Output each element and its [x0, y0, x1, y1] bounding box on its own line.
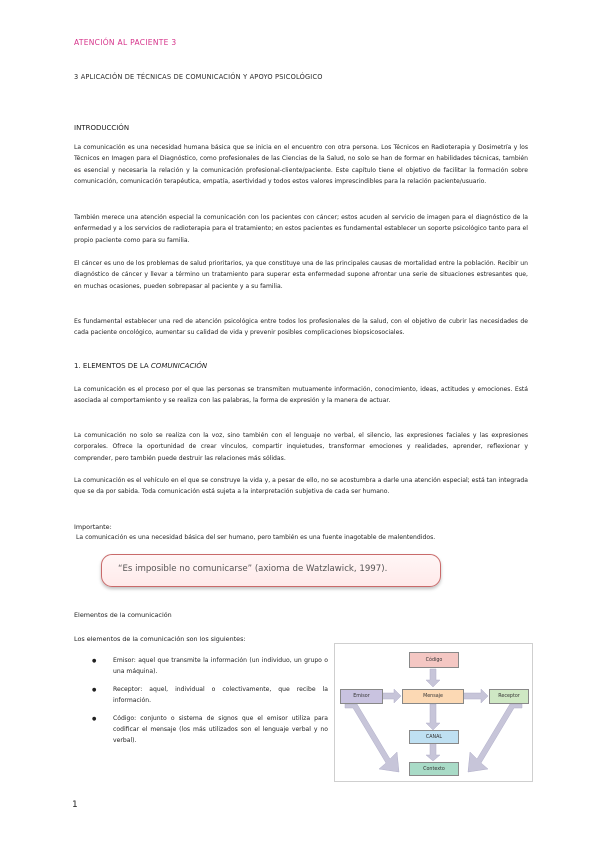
arrow-mensaje-to-receptor — [463, 689, 488, 703]
list-item-emisor: ● Emisor: aquel que transmite la información (un individuo, un grupo o una máquina). — [92, 656, 328, 677]
arrow-canal-to-contexto — [426, 743, 440, 761]
arrow-receptor-to-contexto — [468, 704, 522, 772]
section-title: 3 APLICACIÓN DE TÉCNICAS DE COMUNICACIÓN Y APOYO PSICOLÓGICO — [74, 73, 323, 81]
communication-diagram — [334, 643, 533, 782]
important-text: La comunicación es una necesidad básica del ser humano, pero también es una fuente inagotable de malentendidos. — [76, 534, 436, 541]
intro-paragraph-4: Es fundamental establecer una red de atención psicológica entre todos los profesionales de la salud, con el objetivo de cubrir las necesidades de cada paciente oncológico, aumentar su calidad de vida y prevenir posibles complicaciones biopsicosociales. — [74, 318, 528, 337]
intro-paragraph-2: También merece una atención especial la comunicación con los pacientes con cáncer; estos acuden al servicio de imagen para el diagnóstico de la enfermedad y a los servicios de radioterapia para el tratamiento; en estos pacientes es fundamental establecer un soporte psicológico tanto para el propio paciente como para su familia. — [74, 214, 528, 244]
quote-text: “Es imposible no comunicarse” (axioma de Watzlawick, 1997). — [118, 564, 388, 574]
node-codigo: Código — [409, 652, 459, 668]
arrow-emisor-to-contexto — [345, 704, 399, 772]
elements-paragraph-2: La comunicación no solo se realiza con la voz, sino también con el lenguaje no verbal, el silencio, las expresiones faciales y las expresiones corporales. Ofrece la oportunidad de crear vínculos, compartir inquietudes, transformar emociones y realidades, aprender, reflexionar y comprender, pero también puede destruir las relaciones más sólidas. — [74, 432, 528, 462]
elements-subheading: Elementos de la comunicación — [74, 611, 172, 619]
arrow-emisor-to-mensaje — [382, 689, 401, 703]
node-emisor: Emisor — [340, 689, 383, 704]
elements-list — [92, 656, 328, 754]
node-receptor: Receptor — [489, 689, 529, 704]
important-label: Importante: — [74, 523, 112, 531]
elements-heading-emphasis: COMUNICACIÓN — [150, 362, 208, 370]
elements-heading — [74, 362, 207, 370]
list-item-receptor: ● Receptor: aquel, individual o colectivamente, que recibe la información. — [92, 685, 328, 706]
list-intro: Los elementos de la comunicación son los siguientes: — [74, 635, 246, 643]
quote-box — [101, 554, 441, 587]
node-mensaje: Mensaje — [402, 689, 464, 704]
node-contexto: Contexto — [409, 762, 459, 776]
page-number: 1 — [72, 800, 78, 810]
intro-paragraph-3: El cáncer es uno de los problemas de salud prioritarios, ya que constituye una de las principales causas de mortalidad entre la población. Recibir un diagnóstico de cáncer y llevar a término un tratamiento para superar esta enfermedad supone afrontar una serie de situaciones estresantes que, en muchas ocasiones, pueden sobrepasar al paciente y a su familia. — [74, 260, 528, 290]
elements-paragraph-1: La comunicación es el proceso por el que las personas se transmiten mutuamente información, conocimiento, ideas, actitudes y emociones. Está asociada al comportamiento y se realiza con las palabras, la forma de expresión y la manera de actuar. — [74, 386, 528, 405]
arrow-codigo-to-mensaje — [426, 669, 440, 687]
intro-heading: INTRODUCCIÓN — [74, 124, 130, 132]
running-header: ATENCIÓN AL PACIENTE 3 — [74, 38, 177, 47]
intro-paragraph-1: La comunicación es una necesidad humana básica que se inicia en el encuentro con otra persona. Los Técnicos en Radioterapia y Dosimetría y los Técnicos en Imagen para el Diagnóstico, como profesionales de las Ciencias de la Salud, no solo se han de formar en habilidades técnicas, también es esencial y necesaria la relación y la comunicación profesional-cliente/paciente. Este capítulo tiene el objetivo de facilitar la formación sobre comunicación, comunicación terapéutica, empatía, asertividad y todos estos valores imprescindibles para la relación paciente/usuario. — [74, 144, 528, 186]
arrow-mensaje-to-canal — [426, 704, 440, 730]
node-canal: CANAL — [409, 730, 459, 744]
elements-paragraph-3: La comunicación es el vehículo en el que se construye la vida y, a pesar de ello, no se acostumbra a darle una atención especial; está tan integrada que se da por sabida. Toda comunicación está sujeta a la interpretación subjetiva de cada ser humano. — [74, 477, 528, 496]
elements-heading-number: 1. ELEMENTOS DE LA — [74, 362, 151, 370]
list-item-codigo: ● Código: conjunto o sistema de signos que el emisor utiliza para codificar el mensaje (los más utilizados son el lenguaje verbal y no verbal). — [92, 714, 328, 746]
